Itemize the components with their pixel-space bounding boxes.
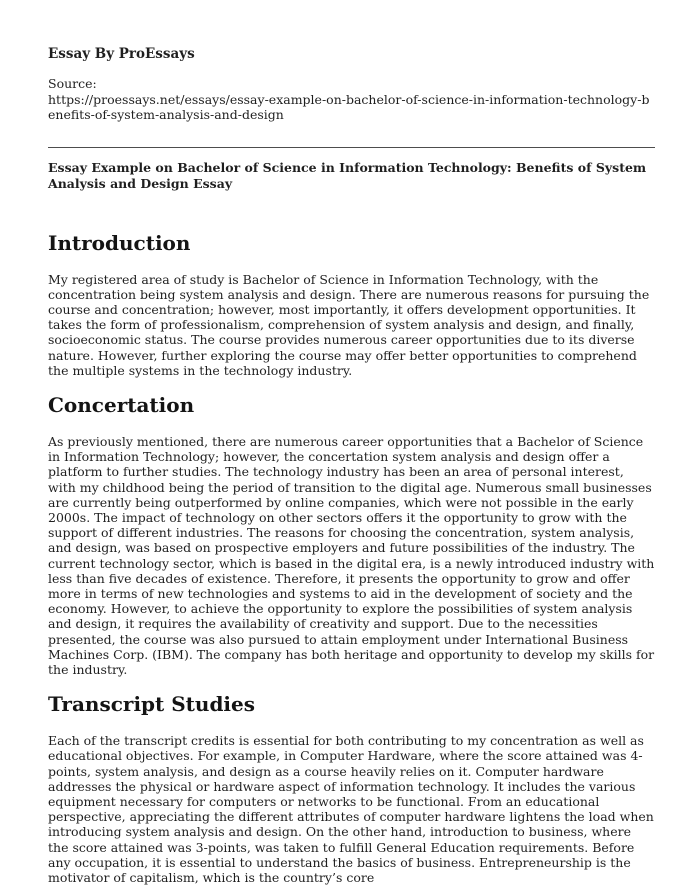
section-concertation xyxy=(48,393,655,677)
section-paragraph-introduction: My registered area of study is Bachelor of Science in Information Technology, with the concentration being system analysis and design. There are numerous reasons for pursuing the course and concentration; however, most importantly, it offers development opportunities. It takes the form of professionalism, comprehension of system analysis and design, and finally, socioeconomic status. The course provides numerous career opportunities due to its diverse nature. However, further exploring the course may offer better opportunities to comprehend the multiple systems in the technology industry. xyxy=(48,271,650,378)
source-block xyxy=(48,76,655,123)
section-introduction xyxy=(48,231,655,378)
document-title: Essay Example on Bachelor of Science in Information Technology: Benefits of System Analysis and Design Essay xyxy=(48,159,647,191)
section-paragraph-transcript-studies: Each of the transcript credits is essential for both contributing to my concentration as well as educational objectives. For example, in Computer Hardware, where the score attained was 4-points, system analysis, and design as a course heavily relies on it. Computer hardware addresses the physical or hardware aspect of information technology. It includes the various equipment necessary for computers or networks to be functional. From an educational perspective, appreciating the different attributes of computer hardware lightens the load when introducing system analysis and design. On the other hand, introduction to business, where the score attained was 3-points, was taken to fulfill General Education requirements. Before any occupation, it is essential to understand the basics of business. Entrepreneurship is the motivator of capitalism, which is the country’s core xyxy=(48,733,654,885)
section-heading-transcript-studies: Transcript Studies xyxy=(48,692,256,717)
section-paragraph-concertation: As previously mentioned, there are numerous career opportunities that a Bachelor of Science in Information Technology; however, the concertation system analysis and design offer a platform to further studies. The technology industry has been an area of personal interest, with my childhood being the period of transition to the digital age. Numerous small businesses are currently being outperformed by online companies, which were not possible in the early 2000s. The impact of technology on other sectors offers it the opportunity to grow with the support of different industries. The reasons for choosing the concentration, system analysis, and design, was based on prospective employers and future possibilities of the industry. The current technology sector, which is based in the digital era, is a newly introduced industry with less than five decades of existence. Therefore, it presents the opportunity to grow and offer more in terms of new technologies and systems to aid in the development of society and the economy. However, to achieve the opportunity to explore the possibilities of system analysis and design, it requires the availability of creativity and support. Due to the necessities presented, the course was also pursued to attain employment under International Business Machines Corp. (IBM). The company has both heritage and opportunity to develop my skills for the industry. xyxy=(48,433,655,677)
source-url: https://proessays.net/essays/essay-example-on-bachelor-of-science-in-information-technology-benefits-of-system-analysis-and-design xyxy=(48,91,650,122)
source-label: Source: xyxy=(48,76,97,91)
section-transcript-studies xyxy=(48,692,655,885)
section-heading-introduction: Introduction xyxy=(48,230,191,255)
divider xyxy=(48,147,655,148)
document-header: Essay By ProEssays xyxy=(48,46,195,62)
section-heading-concertation: Concertation xyxy=(48,392,195,417)
